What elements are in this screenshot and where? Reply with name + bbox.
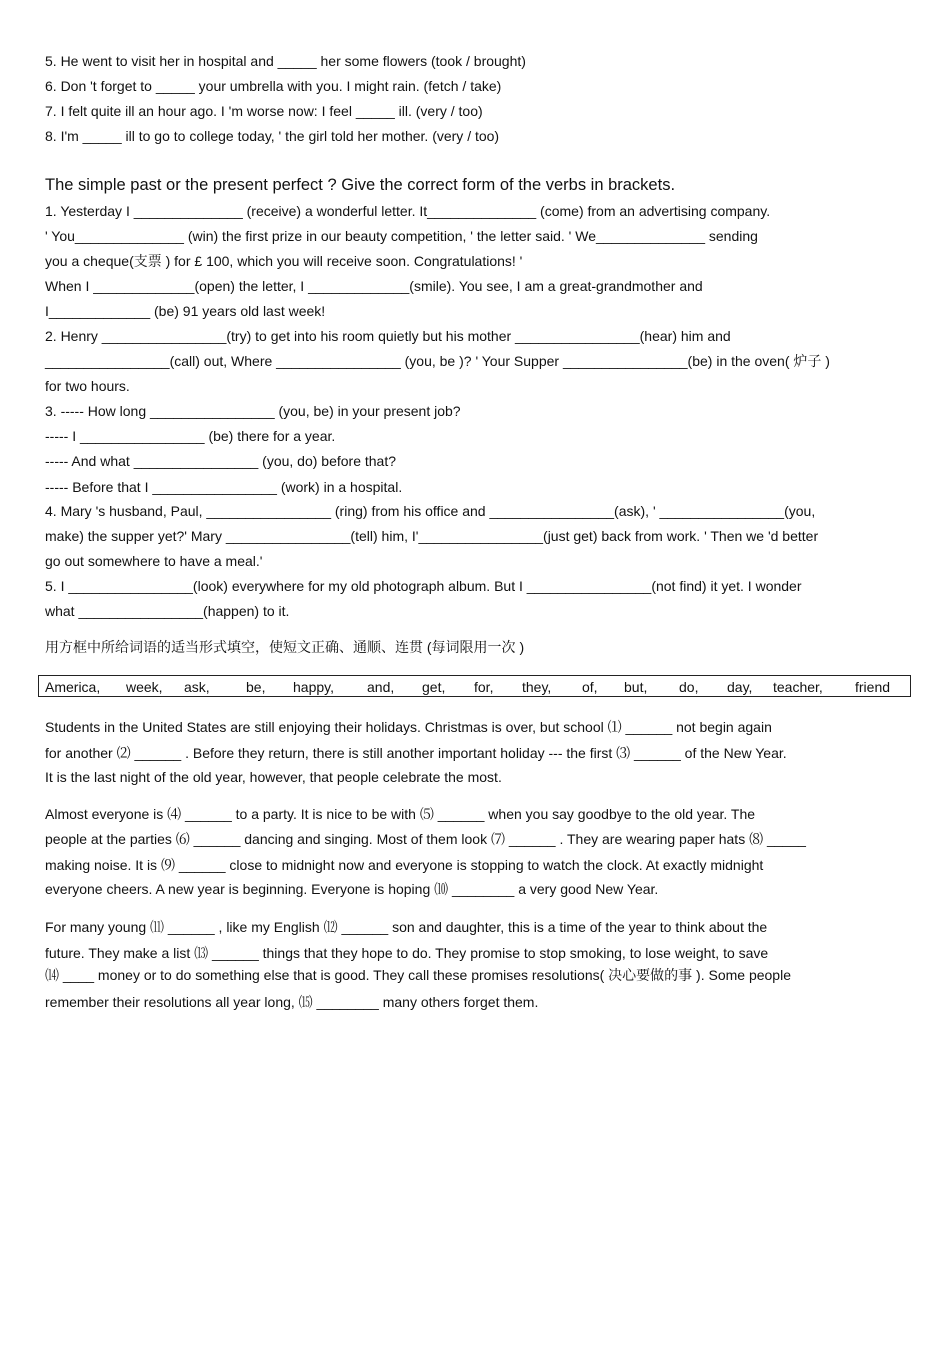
exercise-a-item-8: 8. I'm _____ ill to go to college today, ' the girl told her mother. (very / too) bbox=[45, 128, 500, 144]
passage-line: ⒁ ____ money or to do something else that is good. They call these promises resolutions( 决心要做的事 ). Some people bbox=[45, 967, 791, 983]
exercise-a-item-6: 6. Don 't forget to _____ your umbrella with you. I might rain. (fetch / take) bbox=[45, 78, 502, 94]
exercise-b-line: for two hours. bbox=[45, 378, 130, 394]
word-box-item: ask, bbox=[184, 679, 210, 695]
word-box-item: but, bbox=[624, 679, 648, 695]
passage-line: future. They make a list ⒀ ______ things that they hope to do. They promise to stop smoking, to lose weight, to save bbox=[45, 945, 769, 961]
word-box-item: happy, bbox=[293, 679, 334, 695]
word-box-item: and, bbox=[367, 679, 395, 695]
exercise-b-line: 1. Yesterday I ______________ (receive) a wonderful letter. It______________ (come) from an advertising company. bbox=[45, 203, 771, 219]
word-box-item: do, bbox=[679, 679, 699, 695]
word-box-item: they, bbox=[522, 679, 552, 695]
passage-line: It is the last night of the old year, however, that people celebrate the most. bbox=[45, 769, 502, 785]
word-box-item: be, bbox=[246, 679, 266, 695]
exercise-b-line: ----- And what ________________ (you, do) before that? bbox=[45, 453, 397, 469]
word-box bbox=[38, 675, 911, 697]
word-box-item: friend bbox=[855, 679, 891, 695]
exercise-b-heading: The simple past or the present perfect ? Give the correct form of the verbs in brackets. bbox=[45, 176, 676, 194]
passage-line: for another ⑵ ______ . Before they return, there is still another important holiday --- the first ⑶ ______ of the New Year. bbox=[45, 745, 787, 761]
exercise-b-line: you a cheque(支票 ) for £ 100, which you will receive soon. Congratulations! ' bbox=[45, 253, 523, 269]
passage-line: Students in the United States are still enjoying their holidays. Christmas is over, but school ⑴ ______ not begin again bbox=[45, 719, 772, 735]
exercise-b-line: 2. Henry ________________(try) to get into his room quietly but his mother ________________(hear) him and bbox=[45, 328, 731, 344]
word-box-item: get, bbox=[422, 679, 446, 695]
exercise-b-line: I_____________ (be) 91 years old last week! bbox=[45, 303, 326, 319]
exercise-b-line: ' You______________ (win) the first prize in our beauty competition, ' the letter said. ' We______________ sending bbox=[45, 228, 758, 244]
exercise-b-line: make) the supper yet?' Mary ________________(tell) him, I'________________(just get) back from work. ' Then we 'd better bbox=[45, 528, 819, 544]
passage-line: everyone cheers. A new year is beginning. Everyone is hoping ⑽ ________ a very good New Year. bbox=[45, 881, 659, 897]
exercise-b-line: go out somewhere to have a meal.' bbox=[45, 553, 263, 569]
word-box-item: of, bbox=[582, 679, 598, 695]
exercise-b-line: ________________(call) out, Where ________________ (you, be )? ' Your Supper ________________(be) in the oven( 炉子 ) bbox=[45, 353, 830, 369]
passage-line: remember their resolutions all year long, ⒂ ________ many others forget them. bbox=[45, 994, 539, 1010]
exercise-a-item-5: 5. He went to visit her in hospital and _____ her some flowers (took / brought) bbox=[45, 53, 526, 69]
exercise-b-line: 5. I ________________(look) everywhere for my old photograph album. But I ________________(not find) it yet. I wonder bbox=[45, 578, 802, 594]
word-box-item: for, bbox=[474, 679, 494, 695]
word-box-item: America, bbox=[45, 679, 101, 695]
exercise-a-item-7: 7. I felt quite ill an hour ago. I 'm worse now: I feel _____ ill. (very / too) bbox=[45, 103, 483, 119]
exercise-b-line: 3. ----- How long ________________ (you, be) in your present job? bbox=[45, 403, 461, 419]
word-box-item: week, bbox=[126, 679, 163, 695]
word-box-item: teacher, bbox=[773, 679, 823, 695]
word-box-item: day, bbox=[727, 679, 753, 695]
passage-line: For many young ⑾ ______ , like my English ⑿ ______ son and daughter, this is a time of the year to think about the bbox=[45, 919, 768, 935]
exercise-b-line: When I _____________(open) the letter, I _____________(smile). You see, I am a great-grandmother and bbox=[45, 278, 703, 294]
passage-line: Almost everyone is ⑷ ______ to a party. It is nice to be with ⑸ ______ when you say goodbye to the old year. The bbox=[45, 806, 756, 822]
exercise-b-line: what ________________(happen) to it. bbox=[45, 603, 290, 619]
exercise-b-line: ----- I ________________ (be) there for a year. bbox=[45, 428, 336, 444]
exercise-b-line: ----- Before that I ________________ (work) in a hospital. bbox=[45, 479, 403, 495]
passage-line: people at the parties ⑹ ______ dancing and singing. Most of them look ⑺ ______ . They are wearing paper hats ⑻ _____ bbox=[45, 831, 806, 847]
passage-line: making noise. It is ⑼ ______ close to midnight now and everyone is stopping to watch the clock. At exactly midnight bbox=[45, 857, 764, 873]
exercise-c-instruction: 用方框中所给词语的适当形式填空，使短文正确、通顺、连贯 (每词限用一次 ) bbox=[45, 639, 525, 655]
exercise-b-line: 4. Mary 's husband, Paul, ________________ (ring) from his office and ________________(ask), ' ________________(you, bbox=[45, 503, 816, 519]
